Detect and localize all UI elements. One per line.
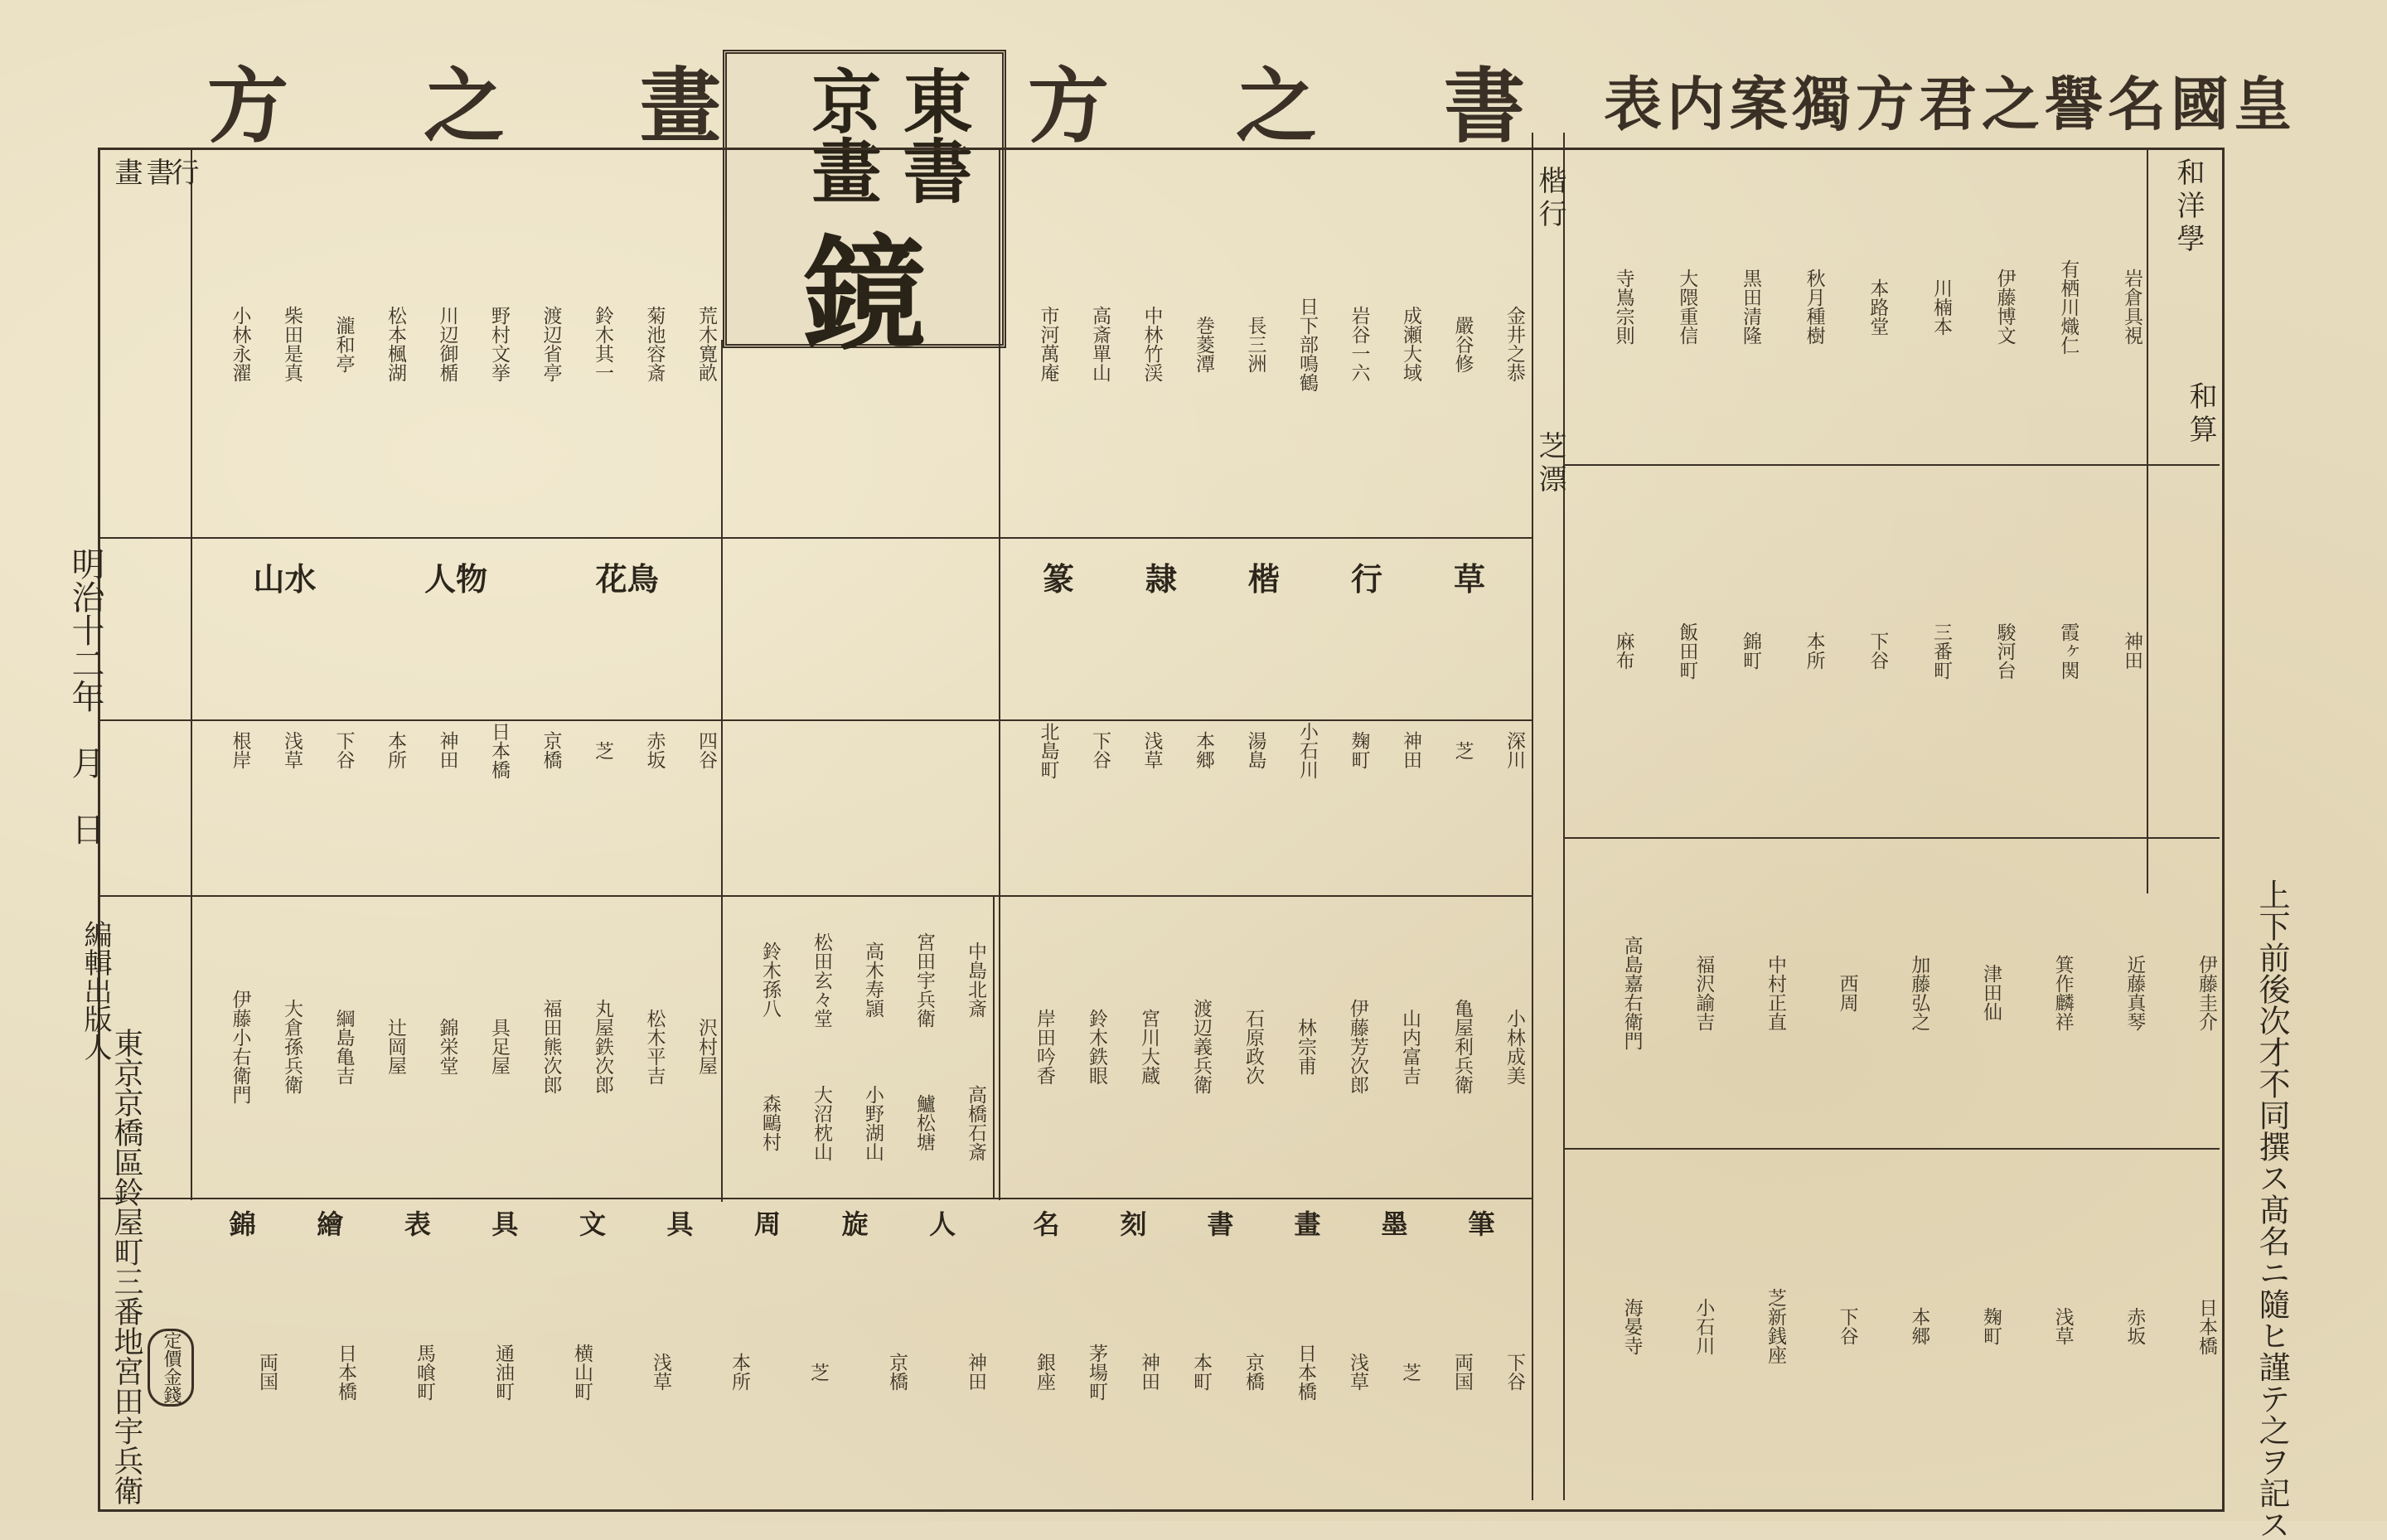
banner-right-title: 表内案獨方君之譽名國皇: [1604, 69, 2297, 138]
name-entry: 川辺御楯: [436, 306, 458, 382]
name-entry: 麹町: [1979, 1307, 2002, 1345]
name-entry: 高橋石斎: [965, 1084, 986, 1161]
name-entry: 福田熊次郎: [540, 999, 562, 1094]
name-entry: 山内富吉: [1399, 1008, 1421, 1085]
label-right-mid: 楷行: [1533, 166, 1566, 232]
name-entry: 銀座: [1034, 1353, 1055, 1391]
header-cell: 山水: [253, 559, 317, 598]
name-entry: 小石川: [1692, 1297, 1715, 1355]
center-title-right: 東書: [892, 65, 974, 205]
header-cell: 畫: [1294, 1208, 1321, 1240]
label-painter-col: 畫: [109, 157, 143, 191]
name-entry: 巻菱潭: [1193, 315, 1214, 373]
name-entry: 加藤弘之: [1908, 954, 1930, 1031]
name-entry: 岸田吟香: [1034, 1008, 1055, 1085]
name-entry: 馬喰町: [414, 1343, 435, 1401]
banner-mid-char: 書: [1443, 58, 1525, 154]
name-entry: 駿河台: [1993, 622, 2016, 680]
name-entry: 霞ヶ関: [2057, 622, 2080, 680]
name-entry: 大沼枕山: [811, 1084, 832, 1161]
name-entry: 本所: [729, 1353, 750, 1391]
name-entry: 秋月種樹: [1803, 269, 1825, 345]
banner-left-char: 方: [207, 58, 289, 154]
name-entry: 本郷: [1193, 731, 1214, 769]
name-entry: 本所: [1803, 632, 1825, 670]
name-entry: 下谷: [332, 731, 355, 769]
name-entry: 日本橋: [335, 1343, 356, 1401]
name-entry: 京橋: [886, 1353, 908, 1391]
name-entry: 錦町: [1739, 632, 1761, 670]
name-entry: 岩倉具視: [2120, 269, 2142, 345]
places-lower-center: [1003, 1247, 1525, 1496]
name-entry: 市河萬庵: [1037, 306, 1059, 382]
name-entry: 小野湖山: [862, 1084, 884, 1161]
rule: [1563, 1148, 2220, 1150]
header-cell: 名: [1033, 1208, 1060, 1240]
header-cell: 旋: [841, 1208, 869, 1240]
name-entry: 本所: [385, 731, 406, 769]
name-entry: 下谷: [1089, 731, 1111, 769]
name-entry: 渡辺省亭: [540, 306, 562, 382]
name-entry: 高島嘉右衛門: [1620, 935, 1643, 1050]
name-entry: 小石川: [1296, 721, 1318, 779]
center-title-large: 鏡: [801, 222, 927, 368]
name-entry: 芝: [592, 740, 613, 760]
name-entry: 近藤真琴: [2123, 954, 2146, 1031]
name-entry: 中島北斎: [965, 942, 986, 1018]
header-cell: 周: [754, 1208, 782, 1240]
header-cell: 行: [1350, 559, 1382, 598]
label-right-b: 和算: [2184, 381, 2217, 448]
label-right-a: 和洋學: [2172, 157, 2205, 257]
name-entry: 中林竹渓: [1140, 306, 1163, 382]
name-entry: 西周: [1836, 973, 1858, 1012]
places-right-top: [1571, 472, 2142, 829]
banner-mid: [1028, 50, 1525, 154]
name-entry: 大隈重信: [1676, 269, 1698, 345]
name-entry: 大倉孫兵衛: [281, 999, 303, 1094]
names-left-top: [199, 157, 717, 530]
name-entry: 本路堂: [1867, 278, 1889, 336]
name-entry: 川楠本: [1929, 278, 1952, 336]
name-entry: 根岸: [229, 731, 251, 769]
name-entry: 赤坂: [643, 731, 666, 769]
header-cell: 草: [1453, 559, 1485, 598]
name-entry: 小林永濯: [229, 306, 251, 382]
name-entry: 伊藤芳次郎: [1347, 999, 1368, 1094]
name-entry: 芝: [1399, 1362, 1421, 1382]
name-entry: 下谷: [1836, 1307, 1858, 1345]
header-cell: 書: [1207, 1208, 1234, 1240]
name-entry: 長三洲: [1244, 315, 1266, 373]
center-section-header: [1007, 551, 1521, 601]
name-entry: 寺嶌宗則: [1612, 269, 1634, 345]
name-entry: 深川: [1503, 731, 1525, 769]
name-entry: 綱島亀吉: [332, 1008, 355, 1085]
left-col-label: 行: [166, 157, 199, 191]
name-entry: 金井之恭: [1503, 306, 1525, 382]
editor-label: 編輯出版人: [79, 920, 112, 1061]
right-margin-note: 上下前後次才不同撰ス髙名ニ隨ヒ謹テ之ヲ記ス: [2254, 879, 2290, 1540]
name-entry: 錦栄堂: [436, 1018, 458, 1075]
name-entry: 京橋: [540, 731, 562, 769]
header-cell: 花鳥: [595, 559, 659, 598]
date-line: 明治十二年 月 日: [66, 547, 104, 845]
name-entry: 本町: [1190, 1353, 1212, 1391]
places-lower-left: [199, 1247, 986, 1496]
name-entry: 柴田是真: [281, 306, 303, 382]
name-entry: 松田玄々堂: [811, 932, 832, 1028]
name-entry: 伊藤圭介: [2195, 954, 2217, 1031]
header-cell: 楷: [1247, 559, 1280, 598]
names-center-top: [1007, 157, 1525, 530]
publisher-address: 東京京橋區鈴屋町三番地宮田宇兵衛: [109, 1028, 143, 1505]
label-writer-col: 書: [141, 157, 174, 191]
center-divider: [1532, 133, 1565, 1500]
name-entry: 本郷: [1908, 1307, 1930, 1345]
name-entry: 麹町: [1348, 731, 1370, 769]
name-entry: 黒田清隆: [1739, 269, 1761, 345]
name-entry: 伊藤小右衛門: [229, 989, 251, 1104]
name-entry: 通油町: [492, 1343, 514, 1401]
name-entry: 松木平吉: [643, 1008, 666, 1085]
rule: [191, 148, 192, 1200]
banner-mid-char: 之: [1235, 58, 1317, 154]
name-entry: 四谷: [695, 731, 717, 769]
name-entry: 茅場町: [1086, 1343, 1107, 1401]
name-entry: 松本楓湖: [385, 306, 406, 382]
name-entry: 成瀬大域: [1400, 306, 1421, 382]
name-entry: 鈴木鉄眼: [1086, 1008, 1107, 1085]
header-cell: 具: [491, 1208, 519, 1240]
name-entry: 小林成美: [1503, 1008, 1525, 1085]
banner-left: [207, 50, 721, 154]
name-entry: 神田: [1400, 731, 1421, 769]
rule: [1563, 464, 2220, 466]
name-entry: 岩谷一六: [1348, 306, 1370, 382]
lower-center-header: [1003, 1202, 1525, 1243]
names-right-mid: [1571, 845, 2217, 1140]
name-entry: 石原政次: [1242, 1008, 1264, 1085]
price-stamp: 定價金錢: [148, 1329, 194, 1407]
lower-left-header: [199, 1202, 986, 1243]
name-entry: 鈴木其一: [592, 306, 613, 382]
name-entry: 宮川大蔵: [1138, 1008, 1160, 1085]
name-entry: 野村文挙: [488, 306, 510, 382]
label-right-mid2: 芝漂: [1533, 431, 1566, 497]
name-entry: 芝: [807, 1362, 829, 1382]
name-entry: 浅草: [281, 731, 303, 769]
header-cell: 錦: [229, 1208, 256, 1240]
names-lower-center2: [1003, 903, 1525, 1189]
name-entry: 日本橋: [1295, 1343, 1316, 1401]
name-entry: 浅草: [1140, 731, 1163, 769]
name-entry: 両国: [1451, 1353, 1473, 1391]
name-entry: 渡辺義兵衛: [1190, 999, 1212, 1094]
banner-left-char: 畫: [639, 58, 721, 154]
header-cell: 文: [579, 1208, 606, 1240]
name-entry: 箕作麟祥: [2051, 954, 2074, 1031]
header-cell: 繪: [317, 1208, 344, 1240]
name-entry: 神田: [1138, 1353, 1160, 1391]
left-section-header: [199, 551, 713, 601]
places-center-mid: [1007, 613, 1525, 887]
names-right-top: [1571, 157, 2142, 456]
name-entry: 京橋: [1242, 1353, 1264, 1391]
name-entry: 菊池容斎: [643, 306, 666, 382]
places-right-mid: [1571, 1156, 2217, 1496]
name-entry: 沢村屋: [695, 1018, 717, 1075]
name-entry: 神田: [965, 1353, 986, 1391]
name-entry: 横山町: [571, 1343, 593, 1401]
name-entry: 両国: [256, 1353, 278, 1391]
name-entry: 宮田宇兵衛: [913, 932, 935, 1028]
name-entry: 飯田町: [1676, 622, 1698, 680]
banner-mid-char: 方: [1028, 58, 1110, 154]
names-lower-center: [729, 903, 986, 1189]
name-entry: 荒木寛畝: [695, 306, 717, 382]
name-entry: 亀屋利兵衛: [1451, 999, 1473, 1094]
name-entry: 日本橋: [2195, 1297, 2217, 1355]
header-cell: 刻: [1120, 1208, 1147, 1240]
rule: [98, 1198, 1532, 1199]
name-entry: 麻布: [1612, 632, 1634, 670]
name-entry: 丸屋鉄次郎: [592, 999, 613, 1094]
name-entry: 神田: [2120, 632, 2142, 670]
name-entry: 芝新銭座: [1764, 1288, 1786, 1364]
name-entry: 津田仙: [1979, 964, 2002, 1021]
name-entry: 三番町: [1929, 622, 1952, 680]
name-entry: 高木寿頴: [862, 942, 884, 1018]
names-lower-left: [199, 903, 717, 1189]
name-entry: 日本橋: [488, 721, 510, 779]
name-entry: 林宗甫: [1295, 1018, 1316, 1075]
name-entry: 下谷: [1503, 1353, 1525, 1391]
name-entry: 浅草: [650, 1353, 671, 1391]
rule: [993, 895, 995, 1198]
places-left-mid: [199, 613, 717, 887]
name-entry: 有栖川熾仁: [2057, 259, 2080, 355]
name-entry: 北島町: [1037, 721, 1059, 779]
center-title-left: 京畫: [801, 65, 883, 205]
rule: [98, 895, 1532, 897]
name-entry: 高斎單山: [1089, 306, 1111, 382]
name-entry: 辻岡屋: [385, 1018, 406, 1075]
header-cell: 筆: [1468, 1208, 1495, 1240]
name-entry: 伊藤博文: [1993, 269, 2016, 345]
header-cell: 隷: [1145, 559, 1177, 598]
name-entry: 浅草: [2051, 1307, 2074, 1345]
rule: [2147, 148, 2148, 893]
name-entry: 森鷗村: [759, 1094, 781, 1151]
banner-left-char: 之: [423, 58, 505, 154]
name-entry: 中村正直: [1764, 954, 1786, 1031]
name-entry: 浅草: [1347, 1353, 1368, 1391]
name-entry: 鱸松塘: [913, 1094, 935, 1151]
header-cell: 人: [929, 1208, 956, 1240]
rule: [999, 148, 1000, 1200]
header-cell: 表: [404, 1208, 431, 1240]
name-entry: 福沢諭吉: [1692, 954, 1715, 1031]
name-entry: 瀧和亭: [332, 315, 355, 373]
name-entry: 神田: [436, 731, 458, 769]
rule: [98, 537, 1532, 539]
name-entry: 嚴谷修: [1451, 315, 1474, 373]
name-entry: 湯島: [1244, 731, 1266, 769]
name-entry: 芝: [1451, 740, 1474, 760]
rule: [1563, 837, 2220, 839]
name-entry: 海晏寺: [1620, 1297, 1643, 1355]
header-cell: 具: [666, 1208, 694, 1240]
name-entry: 鈴木孫八: [759, 942, 781, 1018]
name-entry: 日下部鳴鶴: [1296, 296, 1318, 392]
name-entry: 具足屋: [488, 1018, 510, 1075]
header-cell: 篆: [1042, 559, 1074, 598]
name-entry: 赤坂: [2123, 1307, 2146, 1345]
name-entry: 下谷: [1867, 632, 1889, 670]
header-cell: 人物: [424, 559, 487, 598]
rule: [721, 340, 723, 1202]
header-cell: 墨: [1381, 1208, 1408, 1240]
